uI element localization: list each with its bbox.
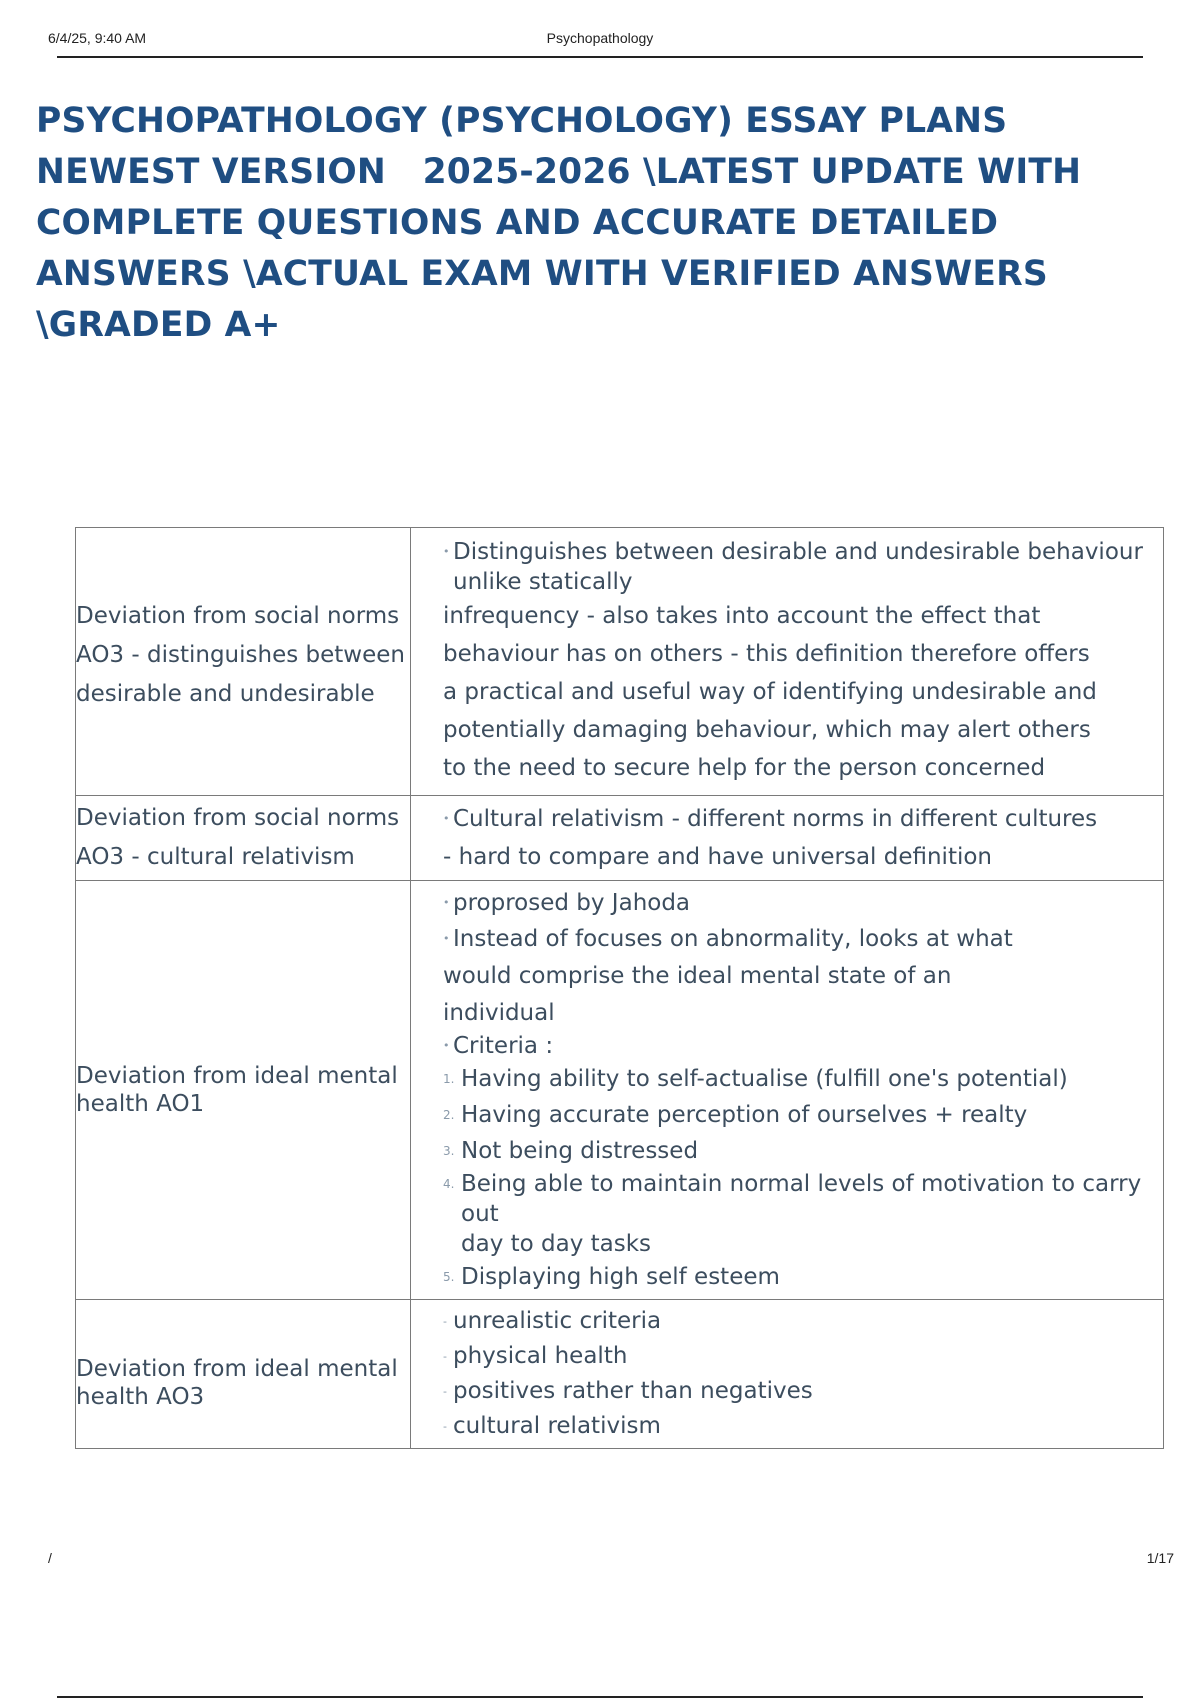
definition-cell (411, 881, 1164, 1300)
definition-text: positives rather than negatives (453, 1378, 813, 1404)
dash-marker: - (443, 1420, 447, 1433)
definition-text: Distinguishes between desirable and undesirable behaviour (453, 538, 1143, 565)
definition-cell (411, 796, 1164, 881)
definition-line: infrequency - also takes into account the effect that (443, 602, 1041, 629)
definition-text: physical health (453, 1343, 628, 1369)
definition-cell (411, 1300, 1164, 1449)
definition-line: a practical and useful way of identifying undesirable and (443, 678, 1097, 705)
criteria-item: Being able to maintain normal levels of motivation to carry out (461, 1171, 1142, 1227)
bullet-marker: • (443, 1039, 450, 1052)
page-number: 1/17 (1146, 1550, 1174, 1566)
bullet-marker: • (443, 896, 450, 909)
definition-cell (411, 528, 1164, 796)
number-marker: 5. (443, 1270, 455, 1284)
header-rule (57, 56, 1143, 58)
definition-line: behaviour has on others - this definition therefore offers (443, 640, 1090, 667)
term-line: Deviation from ideal mental (76, 1356, 398, 1382)
term-line: Deviation from social norms (76, 805, 400, 831)
table-row (76, 881, 1164, 1300)
number-marker: 4. (443, 1177, 455, 1191)
table-row (76, 528, 1164, 796)
title-line: \GRADED A+ (36, 305, 281, 345)
definition-text: unrealistic criteria (453, 1308, 662, 1334)
print-header-title: Psychopathology (546, 30, 654, 46)
criteria-item: Having accurate perception of ourselves + realty (461, 1102, 1028, 1128)
term-line: health AO3 (76, 1384, 205, 1410)
definition-text: cultural relativism (453, 1413, 661, 1439)
definition-line: would comprise the ideal mental state of an (443, 963, 952, 989)
table-row (76, 796, 1164, 881)
definition-text: Cultural relativism - different norms in different cultures (453, 806, 1098, 832)
criteria-item-wrap: day to day tasks (461, 1231, 652, 1257)
definition-text: Instead of focuses on abnormality, looks at what (453, 926, 1013, 952)
flashcard-table (75, 527, 1164, 1449)
number-marker: 1. (443, 1072, 455, 1086)
dash-marker: - (443, 1350, 447, 1363)
criteria-item: Having ability to self-actualise (fulfill one's potential) (461, 1066, 1068, 1092)
term-cell (76, 796, 411, 881)
footer-rule (57, 1696, 1143, 1698)
definition-text: Criteria : (453, 1033, 554, 1059)
bullet-marker: • (443, 932, 450, 945)
term-cell (76, 528, 411, 796)
term-line: AO3 - distinguishes between (76, 642, 405, 668)
criteria-item: Not being distressed (461, 1138, 699, 1164)
criteria-item: Displaying high self esteem (461, 1264, 780, 1290)
footer-path: / (48, 1550, 52, 1566)
definition-line: individual (443, 1000, 555, 1026)
term-line: AO3 - cultural relativism (76, 844, 355, 870)
term-line: health AO1 (76, 1091, 205, 1117)
number-marker: 2. (443, 1108, 455, 1122)
term-cell (76, 881, 411, 1300)
term-line: Deviation from ideal mental (76, 1063, 398, 1089)
term-line: Deviation from social norms (76, 603, 400, 629)
title-line: NEWEST VERSION 2025-2026 \LATEST UPDATE WITH (36, 152, 1082, 192)
title-line: ANSWERS \ACTUAL EXAM WITH VERIFIED ANSWERS (36, 254, 1048, 294)
title-line: COMPLETE QUESTIONS AND ACCURATE DETAILED (36, 203, 999, 243)
term-cell (76, 1300, 411, 1449)
print-date: 6/4/25, 9:40 AM (48, 30, 147, 46)
table-row (76, 1300, 1164, 1449)
dash-marker: - (443, 1315, 447, 1328)
document-title (36, 96, 1166, 351)
definition-text: proprosed by Jahoda (453, 890, 691, 916)
number-marker: 3. (443, 1144, 455, 1158)
definition-line: - hard to compare and have universal definition (443, 844, 993, 870)
definition-line: to the need to secure help for the person concerned (443, 754, 1046, 781)
term-line: desirable and undesirable (76, 681, 375, 707)
bullet-marker: • (443, 544, 450, 558)
title-line: PSYCHOPATHOLOGY (PSYCHOLOGY) ESSAY PLANS (36, 101, 1008, 141)
definition-text: unlike statically (453, 568, 633, 595)
dash-marker: - (443, 1385, 447, 1398)
definition-line: potentially damaging behaviour, which may alert others (443, 716, 1091, 743)
bullet-marker: • (443, 812, 450, 825)
